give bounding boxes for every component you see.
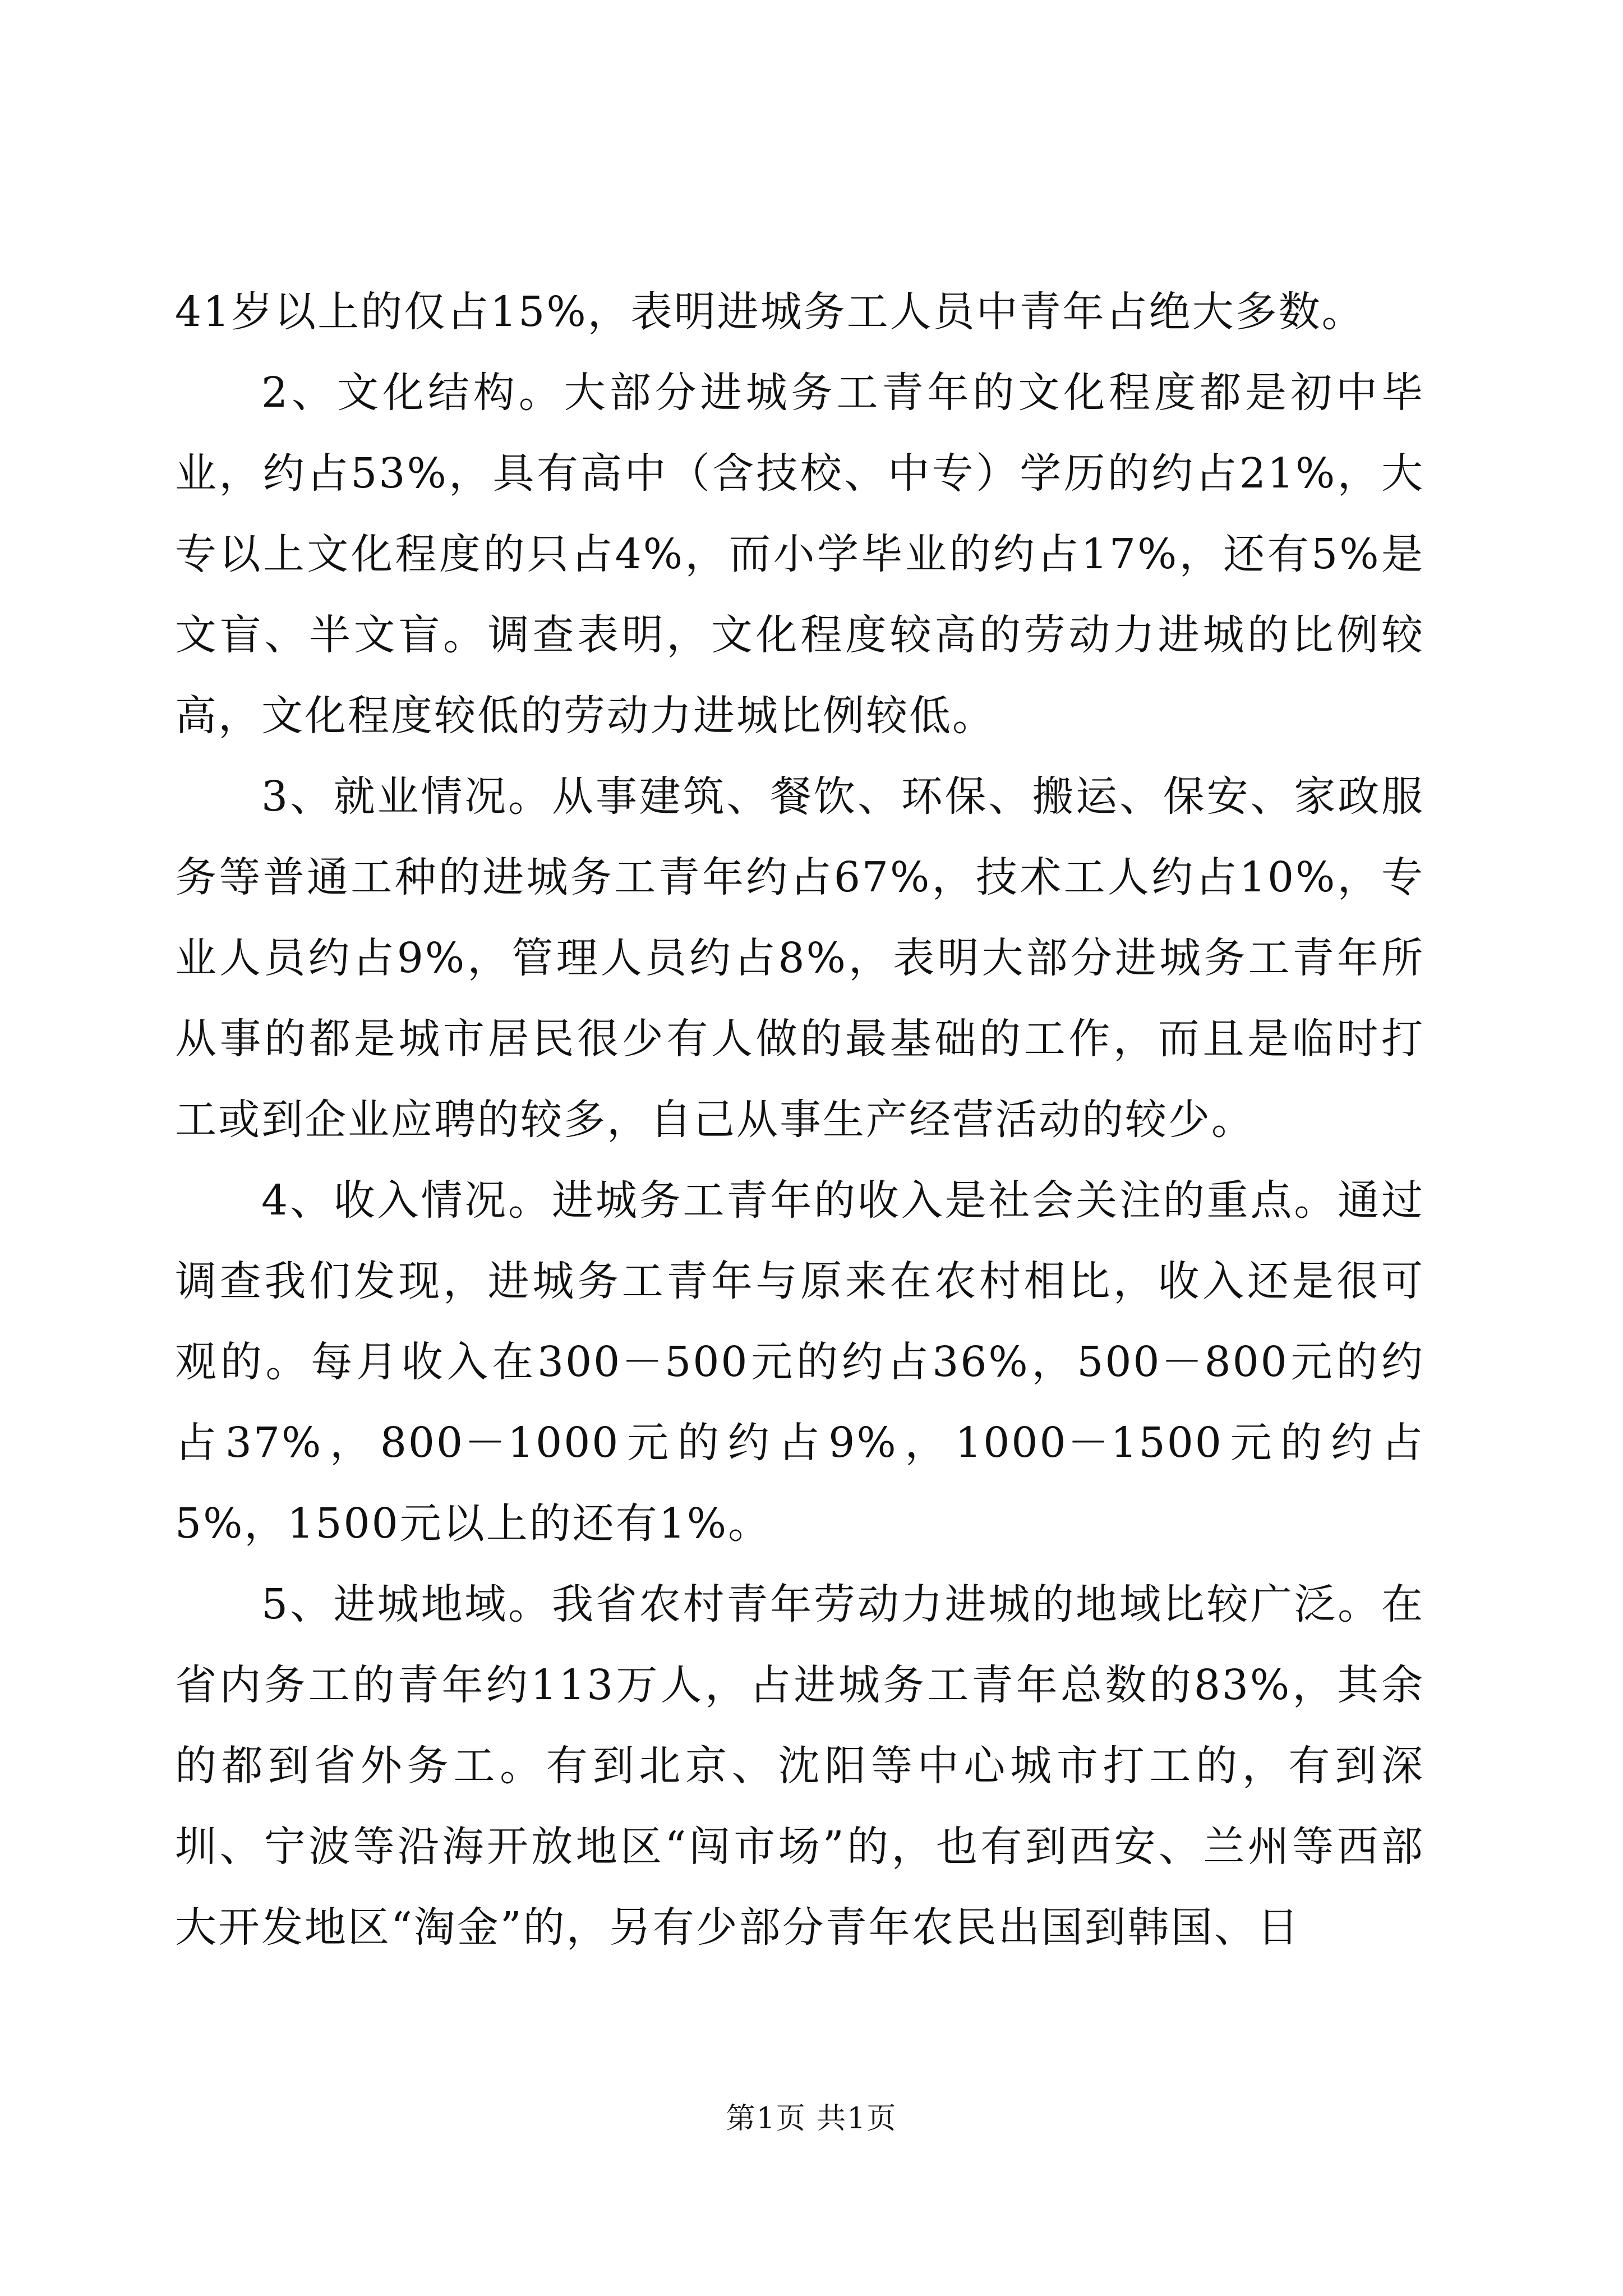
paragraph-income: 4、收入情况。进城务工青年的收入是社会关注的重点。通过调查我们发现，进城务工青年与原来在农村相比，收入还是很可观的。每月收入在300－500元的约占36%，500－800元的约占37%，800－1000元的约占9%，1000－1500元的约占5%，1500元以上的还有1%。 <box>175 1176 1424 1548</box>
document-body <box>175 272 1424 1968</box>
paragraph-employment: 3、就业情况。从事建筑、餐饮、环保、搬运、保安、家政服务等普通工种的进城务工青年约占67%，技术工人约占10%，专业人员约占9%，管理人员约占8%，表明大部分进城务工青年所从事的都是城市居民很少有人做的最基础的工作，而且是临时打工或到企业应聘的较多，自己从事生产经营活动的较少。 <box>175 772 1424 1144</box>
paragraph-age-summary: 41岁以上的仅占15%，表明进城务工人员中青年占绝大多数。 <box>175 288 1365 336</box>
paragraph-destination-region: 5、进城地域。我省农村青年劳动力进城的地域比较广泛。在省内务工的青年约113万人，占进城务工青年总数的83%，其余的都到省外务工。有到北京、沈阳等中心城市打工的，有到深圳、宁波等沿海开放地区“闯市场”的，也有到西安、兰州等西部大开发地区“淘金”的，另有少部分青年农民出国到韩国、日 <box>175 1580 1424 1952</box>
page-footer <box>0 2099 1623 2138</box>
paragraph-education-structure: 2、文化结构。大部分进城务工青年的文化程度都是初中毕业，约占53%，具有高中（含技校、中专）学历的约占21%，大专以上文化程度的只占4%，而小学毕业的约占17%，还有5%是文盲、半文盲。调查表明，文化程度较高的劳动力进城的比例较高，文化程度较低的劳动力进城比例较低。 <box>175 369 1424 740</box>
page-number-label: 第1页 共1页 <box>726 2102 897 2136</box>
